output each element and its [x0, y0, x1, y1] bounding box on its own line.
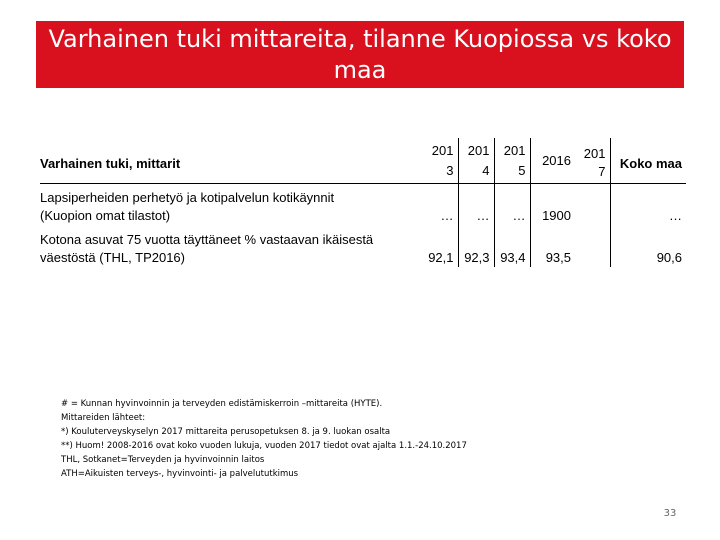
slide-title-text: Varhainen tuki mittareita, tilanne Kuopiossa vs koko maa: [48, 24, 672, 84]
cell-2015: …: [494, 183, 530, 225]
cell-2017: [575, 225, 610, 267]
cell-koko-maa: …: [669, 208, 682, 223]
note-line: *) Kouluterveyskyselyn 2017 mittareita perusopetuksen 8. ja 9. luokan osalta: [61, 427, 391, 437]
cell-2014: 92,3: [458, 225, 494, 267]
cell-2013: …: [418, 183, 458, 225]
cell-2016: 1900: [542, 208, 571, 223]
column-header-2017: 201 7: [575, 138, 610, 183]
note-line: ATH=Aikuisten terveys-, hyvinvointi- ja palvelututkimus: [61, 469, 299, 479]
table-header-row: [40, 138, 686, 183]
note-line: Mittareiden lähteet:: [61, 413, 146, 423]
cell-2013: 92,1: [418, 225, 458, 267]
note-line: # = Kunnan hyvinvoinnin ja terveyden edistämiskerroin –mittareita (HYTE).: [61, 399, 383, 409]
note-line: THL, Sotkanet=Terveyden ja hyvinvoinnin laitos: [61, 455, 265, 465]
table-row: [40, 183, 686, 225]
cell-2017: [575, 183, 610, 225]
row-label: Lapsiperheiden perhetyö ja kotipalvelun kotikäynnit (Kuopion omat tilastot): [40, 190, 335, 223]
column-header-2014: 201 4: [458, 138, 494, 183]
table-row: [40, 225, 686, 267]
column-header-2015: 201 5: [494, 138, 530, 183]
column-header-label: Varhainen tuki, mittarit: [40, 138, 418, 183]
cell-2014: …: [458, 183, 494, 225]
column-header-koko-maa: Koko maa: [610, 138, 686, 183]
source-notes: [61, 397, 581, 481]
cell-2016: 93,5: [545, 250, 571, 265]
cell-2015: 93,4: [494, 225, 530, 267]
cell-koko-maa: 90,6: [656, 250, 682, 265]
note-line: **) Huom! 2008-2016 ovat koko vuoden lukuja, vuoden 2017 tiedot ovat ajalta 1.1.-24.10.2017: [61, 441, 467, 451]
page-number: 33: [663, 508, 677, 519]
row-label: Kotona asuvat 75 vuotta täyttäneet % vastaavan ikäisestä väestöstä (THL, TP2016): [40, 232, 374, 265]
column-header-2013: 201 3: [418, 138, 458, 183]
indicator-table: [40, 138, 686, 267]
column-header-2016: 2016: [530, 138, 575, 183]
slide-title: [36, 21, 684, 88]
